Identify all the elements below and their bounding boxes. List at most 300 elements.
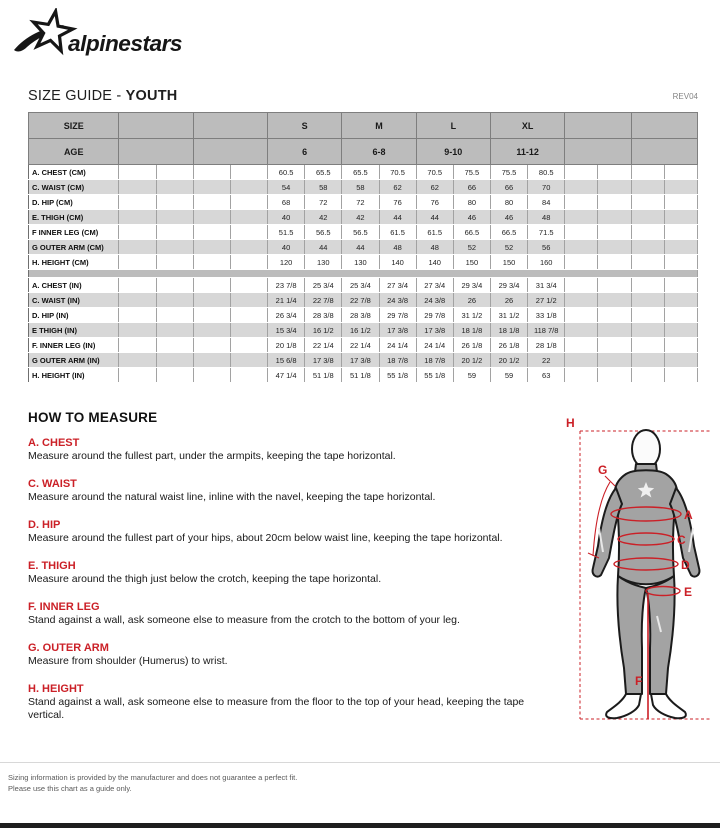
measurement-label: G. OUTER ARM bbox=[28, 642, 109, 654]
size-value: 15 3/4 bbox=[268, 323, 305, 338]
size-value: 70 bbox=[528, 180, 565, 195]
page-title-category: YOUTH bbox=[125, 88, 178, 104]
size-value: 80 bbox=[453, 195, 490, 210]
size-value: 52 bbox=[453, 240, 490, 255]
measurement-text: Stand against a wall, ask someone else to measure from the crotch to the bottom of your leg. bbox=[28, 614, 460, 626]
size-value: 46 bbox=[490, 210, 527, 225]
empty-cell bbox=[193, 368, 230, 383]
measurement-text: Measure around the fullest part, under the armpits, keeping the tape horizontal. bbox=[28, 450, 396, 462]
empty-cell bbox=[156, 225, 193, 240]
body-diagram bbox=[560, 412, 712, 762]
table-row bbox=[29, 195, 698, 210]
empty-cell bbox=[631, 195, 664, 210]
empty-cell bbox=[565, 240, 598, 255]
size-value: 42 bbox=[342, 210, 379, 225]
diagram-label-chest: A bbox=[684, 508, 693, 522]
size-value: 21 1/4 bbox=[268, 293, 305, 308]
size-value: 18 7/8 bbox=[416, 353, 453, 368]
size-value: 22 1/4 bbox=[305, 338, 342, 353]
size-value: 76 bbox=[416, 195, 453, 210]
empty-cell bbox=[230, 195, 267, 210]
empty-cell bbox=[193, 240, 230, 255]
row-label: F. INNER LEG (IN) bbox=[29, 338, 119, 353]
empty-cell bbox=[565, 353, 598, 368]
measurement-label: D. HIP bbox=[28, 519, 61, 531]
empty-cell bbox=[119, 338, 156, 353]
diagram-label-hip: D bbox=[681, 558, 690, 572]
empty-cell bbox=[193, 255, 230, 270]
empty-cell bbox=[598, 308, 631, 323]
size-value: 84 bbox=[528, 195, 565, 210]
measurement-figure bbox=[560, 412, 712, 762]
empty-header-cell bbox=[631, 139, 697, 165]
row-label: D. HIP (IN) bbox=[29, 308, 119, 323]
size-table bbox=[28, 112, 698, 383]
empty-cell bbox=[119, 240, 156, 255]
empty-cell bbox=[156, 180, 193, 195]
measurement-text: Measure around the fullest part of your hips, about 20cm below waist line, keeping the tape horizontal. bbox=[28, 532, 503, 544]
row-label: G OUTER ARM (CM) bbox=[29, 240, 119, 255]
empty-cell bbox=[598, 165, 631, 180]
empty-cell bbox=[598, 293, 631, 308]
empty-cell bbox=[230, 338, 267, 353]
size-value: 140 bbox=[416, 255, 453, 270]
table-row bbox=[29, 353, 698, 368]
empty-cell bbox=[565, 323, 598, 338]
size-value: 17 3/8 bbox=[379, 323, 416, 338]
empty-cell bbox=[565, 210, 598, 225]
empty-cell bbox=[156, 338, 193, 353]
empty-cell bbox=[156, 293, 193, 308]
size-value: 51 1/8 bbox=[342, 368, 379, 383]
size-value: 71.5 bbox=[528, 225, 565, 240]
empty-cell bbox=[664, 180, 697, 195]
footer-disclaimer bbox=[8, 772, 297, 794]
logo-wordmark: alpinestars bbox=[68, 31, 183, 56]
empty-cell bbox=[565, 180, 598, 195]
empty-cell bbox=[193, 308, 230, 323]
empty-cell bbox=[193, 353, 230, 368]
size-value: 80 bbox=[490, 195, 527, 210]
size-header-label: SIZE bbox=[29, 113, 119, 139]
age-header-label: AGE bbox=[29, 139, 119, 165]
empty-cell bbox=[230, 180, 267, 195]
empty-cell bbox=[119, 353, 156, 368]
empty-cell bbox=[631, 293, 664, 308]
empty-cell bbox=[119, 308, 156, 323]
size-m: M bbox=[342, 113, 416, 139]
alpinestars-logo bbox=[10, 8, 190, 68]
empty-cell bbox=[631, 368, 664, 383]
size-value: 75.5 bbox=[490, 165, 527, 180]
measurement-label: F. INNER LEG bbox=[28, 601, 100, 613]
measurement-item bbox=[28, 560, 558, 586]
size-value: 120 bbox=[268, 255, 305, 270]
empty-cell bbox=[598, 368, 631, 383]
size-value: 61.5 bbox=[416, 225, 453, 240]
empty-cell bbox=[631, 165, 664, 180]
size-value: 20 1/8 bbox=[268, 338, 305, 353]
table-row bbox=[29, 255, 698, 270]
row-label: E. THIGH (CM) bbox=[29, 210, 119, 225]
empty-cell bbox=[230, 240, 267, 255]
table-row bbox=[29, 293, 698, 308]
size-value: 59 bbox=[490, 368, 527, 383]
empty-cell bbox=[598, 180, 631, 195]
size-value: 22 bbox=[528, 353, 565, 368]
empty-cell bbox=[156, 255, 193, 270]
size-value: 17 3/8 bbox=[342, 353, 379, 368]
table-row bbox=[29, 308, 698, 323]
size-value: 130 bbox=[305, 255, 342, 270]
empty-cell bbox=[598, 240, 631, 255]
size-value: 58 bbox=[305, 180, 342, 195]
empty-cell bbox=[156, 353, 193, 368]
age-s: 6 bbox=[268, 139, 342, 165]
empty-header-cell bbox=[565, 139, 631, 165]
table-row bbox=[29, 338, 698, 353]
diagram-label-thigh: E bbox=[684, 585, 693, 599]
size-value: 76 bbox=[379, 195, 416, 210]
empty-cell bbox=[565, 165, 598, 180]
measurement-text: Measure from shoulder (Humerus) to wrist. bbox=[28, 655, 228, 667]
size-value: 61.5 bbox=[379, 225, 416, 240]
size-value: 42 bbox=[305, 210, 342, 225]
table-row bbox=[29, 225, 698, 240]
size-value: 17 3/8 bbox=[305, 353, 342, 368]
size-value: 66 bbox=[490, 180, 527, 195]
empty-cell bbox=[230, 368, 267, 383]
size-s: S bbox=[268, 113, 342, 139]
size-value: 56 bbox=[528, 240, 565, 255]
empty-cell bbox=[664, 338, 697, 353]
size-value: 24 3/8 bbox=[379, 293, 416, 308]
table-row bbox=[29, 278, 698, 293]
empty-cell bbox=[119, 195, 156, 210]
measurement-label: A. CHEST bbox=[28, 437, 80, 449]
measurement-item bbox=[28, 437, 558, 463]
empty-cell bbox=[119, 255, 156, 270]
empty-cell bbox=[631, 240, 664, 255]
empty-cell bbox=[193, 278, 230, 293]
table-row bbox=[29, 323, 698, 338]
size-value: 24 1/4 bbox=[416, 338, 453, 353]
size-value: 59 bbox=[453, 368, 490, 383]
empty-cell bbox=[230, 323, 267, 338]
size-value: 31 1/2 bbox=[453, 308, 490, 323]
empty-cell bbox=[565, 338, 598, 353]
measurement-text: Stand against a wall, ask someone else to measure from the floor to the top of your head, keeping the tape vertical. bbox=[28, 696, 525, 721]
diagram-label-waist: C bbox=[677, 533, 686, 547]
diagram-label-outer-arm: G bbox=[598, 463, 608, 477]
size-value: 72 bbox=[305, 195, 342, 210]
size-value: 80.5 bbox=[528, 165, 565, 180]
size-value: 29 7/8 bbox=[379, 308, 416, 323]
empty-header-cell bbox=[565, 113, 631, 139]
size-value: 28 1/8 bbox=[528, 338, 565, 353]
table-row bbox=[29, 240, 698, 255]
empty-cell bbox=[119, 210, 156, 225]
diagram-label-inner-leg: F bbox=[635, 674, 643, 688]
empty-header-cell bbox=[119, 113, 193, 139]
size-value: 16 1/2 bbox=[342, 323, 379, 338]
size-value: 130 bbox=[342, 255, 379, 270]
empty-cell bbox=[664, 308, 697, 323]
spacer-row bbox=[29, 270, 698, 278]
size-value: 48 bbox=[528, 210, 565, 225]
age-l: 9-10 bbox=[416, 139, 490, 165]
size-value: 54 bbox=[268, 180, 305, 195]
size-value: 24 3/8 bbox=[416, 293, 453, 308]
size-value: 58 bbox=[342, 180, 379, 195]
size-value: 150 bbox=[490, 255, 527, 270]
measurement-label: E. THIGH bbox=[28, 560, 76, 572]
size-value: 48 bbox=[416, 240, 453, 255]
size-value: 29 3/4 bbox=[453, 278, 490, 293]
size-value: 55 1/8 bbox=[379, 368, 416, 383]
measurement-item bbox=[28, 683, 558, 722]
size-value: 66 bbox=[453, 180, 490, 195]
empty-cell bbox=[156, 165, 193, 180]
empty-cell bbox=[631, 225, 664, 240]
disclaimer-line-1: Sizing information is provided by the manufacturer and does not guarantee a perfect fit. bbox=[8, 773, 298, 782]
empty-cell bbox=[119, 180, 156, 195]
empty-cell bbox=[230, 165, 267, 180]
how-to-measure-title: HOW TO MEASURE bbox=[28, 410, 158, 425]
table-row bbox=[29, 180, 698, 195]
size-value: 28 3/8 bbox=[305, 308, 342, 323]
size-value: 65.5 bbox=[342, 165, 379, 180]
size-value: 44 bbox=[305, 240, 342, 255]
size-value: 44 bbox=[379, 210, 416, 225]
size-value: 60.5 bbox=[268, 165, 305, 180]
empty-cell bbox=[156, 210, 193, 225]
row-label: C. WAIST (IN) bbox=[29, 293, 119, 308]
measurement-text: Measure around the thigh just below the crotch, keeping the tape horizontal. bbox=[28, 573, 382, 585]
empty-cell bbox=[156, 278, 193, 293]
empty-cell bbox=[664, 293, 697, 308]
empty-header-cell bbox=[193, 113, 267, 139]
empty-cell bbox=[193, 225, 230, 240]
size-value: 40 bbox=[268, 240, 305, 255]
empty-cell bbox=[664, 210, 697, 225]
empty-cell bbox=[631, 278, 664, 293]
empty-cell bbox=[193, 180, 230, 195]
empty-cell bbox=[193, 195, 230, 210]
disclaimer-line-2: Please use this chart as a guide only. bbox=[8, 784, 132, 793]
empty-cell bbox=[664, 240, 697, 255]
size-value: 22 7/8 bbox=[342, 293, 379, 308]
empty-cell bbox=[664, 225, 697, 240]
size-value: 48 bbox=[379, 240, 416, 255]
row-label: H. HEIGHT (CM) bbox=[29, 255, 119, 270]
row-label: F INNER LEG (CM) bbox=[29, 225, 119, 240]
table-row bbox=[29, 165, 698, 180]
row-label: D. HIP (CM) bbox=[29, 195, 119, 210]
empty-cell bbox=[230, 353, 267, 368]
human-figure-icon bbox=[593, 430, 700, 718]
row-label: A. CHEST (IN) bbox=[29, 278, 119, 293]
size-value: 46 bbox=[453, 210, 490, 225]
size-value: 68 bbox=[268, 195, 305, 210]
empty-cell bbox=[664, 278, 697, 293]
empty-cell bbox=[565, 225, 598, 240]
size-value: 22 7/8 bbox=[305, 293, 342, 308]
size-xl: XL bbox=[490, 113, 564, 139]
size-value: 44 bbox=[416, 210, 453, 225]
empty-cell bbox=[230, 293, 267, 308]
size-value: 26 bbox=[490, 293, 527, 308]
table-row bbox=[29, 210, 698, 225]
measurement-item bbox=[28, 519, 558, 545]
empty-cell bbox=[565, 293, 598, 308]
empty-cell bbox=[193, 293, 230, 308]
empty-cell bbox=[631, 308, 664, 323]
revision-label: REV04 bbox=[672, 92, 698, 101]
empty-cell bbox=[565, 255, 598, 270]
size-value: 27 3/4 bbox=[379, 278, 416, 293]
size-value: 16 1/2 bbox=[305, 323, 342, 338]
empty-cell bbox=[230, 308, 267, 323]
size-value: 47 1/4 bbox=[268, 368, 305, 383]
empty-cell bbox=[598, 195, 631, 210]
size-value: 118 7/8 bbox=[528, 323, 565, 338]
bottom-bar bbox=[0, 823, 720, 828]
size-value: 56.5 bbox=[342, 225, 379, 240]
empty-cell bbox=[598, 225, 631, 240]
measurement-label: H. HEIGHT bbox=[28, 683, 84, 695]
empty-cell bbox=[156, 240, 193, 255]
diagram-label-height: H bbox=[566, 416, 575, 430]
empty-cell bbox=[156, 323, 193, 338]
size-value: 51.5 bbox=[268, 225, 305, 240]
empty-cell bbox=[565, 308, 598, 323]
size-value: 66.5 bbox=[453, 225, 490, 240]
empty-cell bbox=[664, 368, 697, 383]
size-value: 20 1/2 bbox=[453, 353, 490, 368]
size-value: 22 1/4 bbox=[342, 338, 379, 353]
empty-cell bbox=[565, 195, 598, 210]
size-value: 15 6/8 bbox=[268, 353, 305, 368]
empty-cell bbox=[598, 255, 631, 270]
size-value: 65.5 bbox=[305, 165, 342, 180]
empty-cell bbox=[664, 195, 697, 210]
size-value: 70.5 bbox=[379, 165, 416, 180]
size-value: 56.5 bbox=[305, 225, 342, 240]
empty-cell bbox=[193, 165, 230, 180]
empty-cell bbox=[193, 338, 230, 353]
empty-cell bbox=[631, 180, 664, 195]
empty-cell bbox=[119, 368, 156, 383]
measurement-text: Measure around the natural waist line, inline with the navel, keeping the tape horizontal. bbox=[28, 491, 436, 503]
empty-cell bbox=[631, 255, 664, 270]
size-value: 63 bbox=[528, 368, 565, 383]
empty-cell bbox=[193, 323, 230, 338]
how-to-measure-items bbox=[28, 437, 558, 722]
size-value: 17 3/8 bbox=[416, 323, 453, 338]
empty-cell bbox=[598, 353, 631, 368]
age-m: 6-8 bbox=[342, 139, 416, 165]
empty-cell bbox=[631, 338, 664, 353]
size-value: 40 bbox=[268, 210, 305, 225]
size-value: 27 3/4 bbox=[416, 278, 453, 293]
size-value: 18 1/8 bbox=[453, 323, 490, 338]
age-header-row bbox=[29, 139, 698, 165]
size-value: 26 1/8 bbox=[490, 338, 527, 353]
row-label: G OUTER ARM (IN) bbox=[29, 353, 119, 368]
table-row bbox=[29, 368, 698, 383]
empty-cell bbox=[565, 368, 598, 383]
size-value: 33 1/8 bbox=[528, 308, 565, 323]
size-value: 52 bbox=[490, 240, 527, 255]
size-l: L bbox=[416, 113, 490, 139]
size-value: 70.5 bbox=[416, 165, 453, 180]
empty-cell bbox=[230, 225, 267, 240]
size-value: 24 1/4 bbox=[379, 338, 416, 353]
empty-cell bbox=[631, 210, 664, 225]
row-label: A. CHEST (CM) bbox=[29, 165, 119, 180]
empty-cell bbox=[631, 323, 664, 338]
size-value: 29 7/8 bbox=[416, 308, 453, 323]
how-to-measure-section bbox=[28, 410, 558, 737]
size-table-body bbox=[29, 165, 698, 383]
empty-cell bbox=[598, 278, 631, 293]
empty-cell bbox=[156, 195, 193, 210]
size-value: 26 3/4 bbox=[268, 308, 305, 323]
size-value: 55 1/8 bbox=[416, 368, 453, 383]
empty-cell bbox=[230, 210, 267, 225]
empty-cell bbox=[119, 323, 156, 338]
empty-cell bbox=[119, 278, 156, 293]
empty-header-cell bbox=[193, 139, 267, 165]
empty-cell bbox=[664, 323, 697, 338]
size-value: 150 bbox=[453, 255, 490, 270]
empty-cell bbox=[156, 308, 193, 323]
empty-cell bbox=[230, 278, 267, 293]
row-label: H. HEIGHT (IN) bbox=[29, 368, 119, 383]
size-value: 44 bbox=[342, 240, 379, 255]
size-value: 72 bbox=[342, 195, 379, 210]
measurement-item bbox=[28, 642, 558, 668]
footer-divider bbox=[0, 762, 720, 763]
size-value: 66.5 bbox=[490, 225, 527, 240]
empty-cell bbox=[664, 255, 697, 270]
size-value: 26 1/8 bbox=[453, 338, 490, 353]
empty-cell bbox=[598, 323, 631, 338]
empty-cell bbox=[119, 293, 156, 308]
row-label: E THIGH (IN) bbox=[29, 323, 119, 338]
size-value: 25 3/4 bbox=[342, 278, 379, 293]
empty-cell bbox=[565, 278, 598, 293]
size-value: 28 3/8 bbox=[342, 308, 379, 323]
empty-cell bbox=[631, 353, 664, 368]
size-value: 75.5 bbox=[453, 165, 490, 180]
empty-cell bbox=[598, 210, 631, 225]
measurement-label: C. WAIST bbox=[28, 478, 77, 490]
size-value: 26 bbox=[453, 293, 490, 308]
size-value: 62 bbox=[416, 180, 453, 195]
size-value: 31 1/2 bbox=[490, 308, 527, 323]
empty-header-cell bbox=[631, 113, 697, 139]
size-value: 23 7/8 bbox=[268, 278, 305, 293]
empty-cell bbox=[664, 353, 697, 368]
size-value: 29 3/4 bbox=[490, 278, 527, 293]
empty-cell bbox=[193, 210, 230, 225]
page-title-prefix: SIZE GUIDE - bbox=[28, 88, 126, 104]
empty-cell bbox=[230, 255, 267, 270]
size-value: 18 1/8 bbox=[490, 323, 527, 338]
size-value: 51 1/8 bbox=[305, 368, 342, 383]
